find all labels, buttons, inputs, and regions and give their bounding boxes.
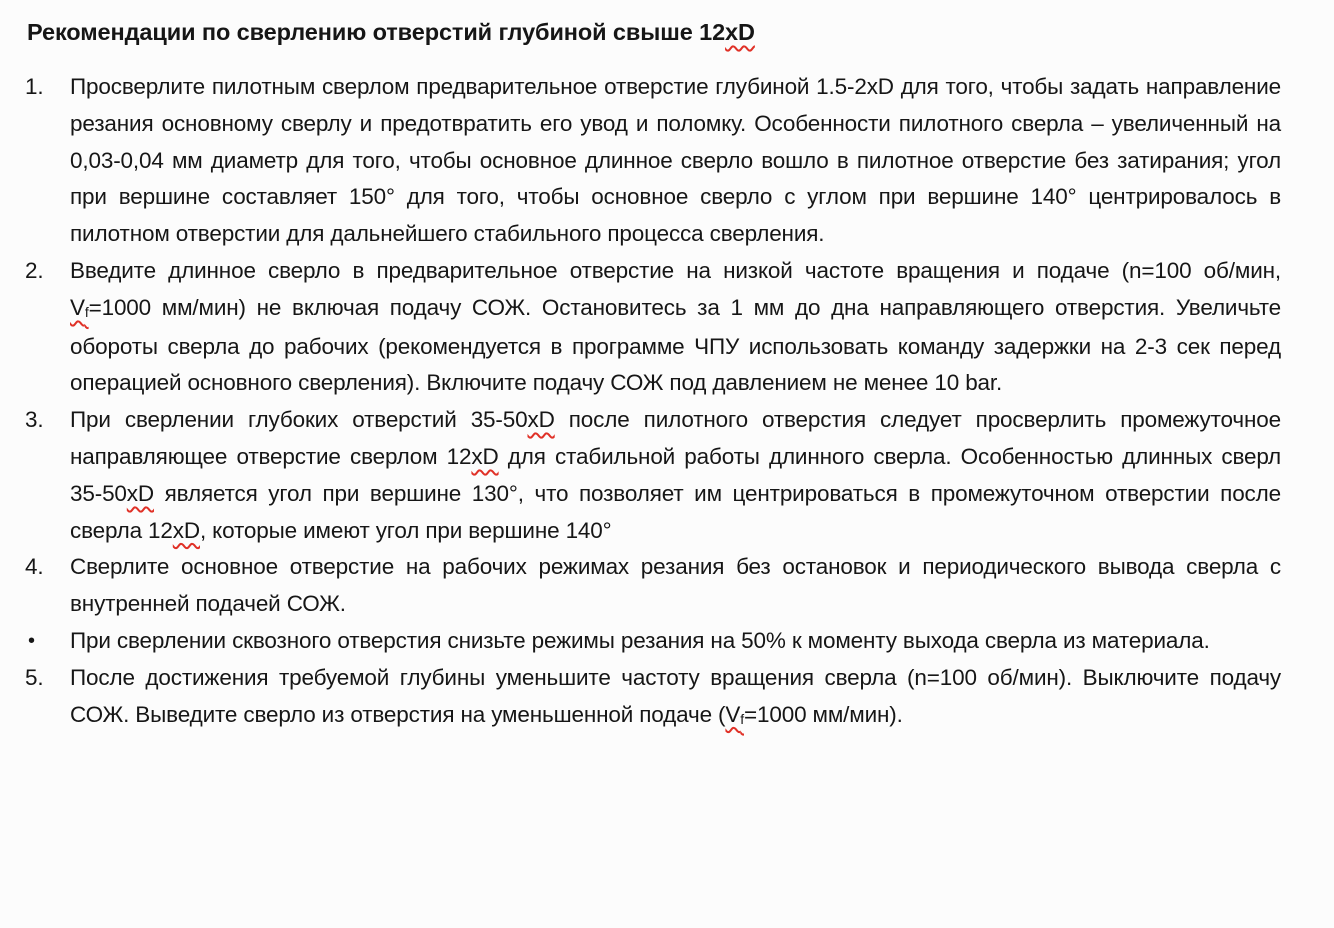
text-segment: После достижения требуемой глубины уменьшите частоту вращения сверла (n=100 об/мин). Выключите подачу СОЖ. Выведите сверло из отверстия на уменьшенной подаче ( <box>70 664 1281 727</box>
misspelled-word: xD <box>527 407 555 433</box>
list-marker: 1. <box>25 74 44 99</box>
list-marker: 4. <box>25 554 44 580</box>
misspelled-word: xD <box>471 443 499 469</box>
text-segment: =1000 мм/мин). <box>744 701 903 727</box>
misspelled-word: V <box>70 294 85 320</box>
text-segment: для стабильной работы длинного сверла. Особенностью длинных сверл 35-50 <box>70 443 1281 506</box>
text-segment: является угол при вершине 130°, что позволяет им центрироваться в промежуточном отверстии после сверла 12 <box>70 480 1281 543</box>
subscript-f: f <box>84 304 89 321</box>
list-item-text <box>70 69 1281 253</box>
text-segment: , которые имеют угол при вершине 140° <box>199 517 612 543</box>
list-item-text <box>70 660 1281 736</box>
text-segment: =1000 мм/мин) не включая подачу СОЖ. Остановитесь за 1 мм до дна направляющего отверстия. Увеличьте обороты сверла до рабочих (рекомендуется в программе ЧПУ использовать команду задержки на 2-3 сек перед операцией основного сверления). Включите подачу СОЖ под давлением не менее 10 bar. <box>70 294 1281 396</box>
misspelled-word: V <box>725 701 741 727</box>
bullet-marker: • <box>28 629 35 652</box>
text-segment: Введите длинное сверло в предварительное отверстие на низкой частоте вращения и подаче (n=100 об/мин, <box>70 257 1281 283</box>
list-item-text <box>70 253 1281 402</box>
list-item-5 <box>25 660 1281 736</box>
misspelled-word: xD <box>172 517 200 543</box>
text-segment: Сверлите основное отверстие на рабочих режимах резания без остановок и периодического вывода сверла с внутренней подачей СОЖ. <box>70 554 1281 617</box>
list-item-text <box>70 623 1281 660</box>
page-title <box>27 14 1281 50</box>
list-item-3 <box>25 402 1281 549</box>
bullet-item <box>25 623 1281 660</box>
title-misspelled-word: xD <box>725 19 755 45</box>
list-item-1 <box>25 69 1281 253</box>
list-item-4 <box>25 549 1281 623</box>
text-segment: после пилотного отверстия следует просверлить промежуточное направляющее отверстие сверлом 12 <box>70 407 1281 469</box>
subscript-f: f <box>740 711 744 728</box>
list-marker: 5. <box>25 664 44 690</box>
list-item-text <box>70 549 1281 623</box>
text-segment: При сверлении глубоких отверстий 35-50 <box>70 407 528 433</box>
title-text: Рекомендации по сверлению отверстий глубиной свыше 12 <box>27 19 726 45</box>
text-segment: При сверлении сквозного отверстия снизьте режимы резания на 50% к моменту выхода сверла из материала. <box>70 627 1210 653</box>
text-segment: Просверлите пилотным сверлом предварительное отверстие глубиной 1.5-2xD для того, чтобы задать направление резания основному сверлу и предотвратить его увод и поломку. Особенности пилотного сверла – увеличенный на 0,03-0,04 мм диаметр для того, чтобы основное длинное сверло вошло в пилотное отверстие без затирания; угол при вершине составляет 150° для того, чтобы основное сверло с углом при вершине 140° центрировалось в пилотном отверстии для дальнейшего стабильного процесса сверления. <box>70 74 1281 247</box>
list-marker: 2. <box>25 257 44 283</box>
list-item-text <box>70 402 1281 549</box>
list-marker: 3. <box>25 407 44 433</box>
list-item-2 <box>25 253 1281 402</box>
misspelled-word: xD <box>126 480 154 506</box>
